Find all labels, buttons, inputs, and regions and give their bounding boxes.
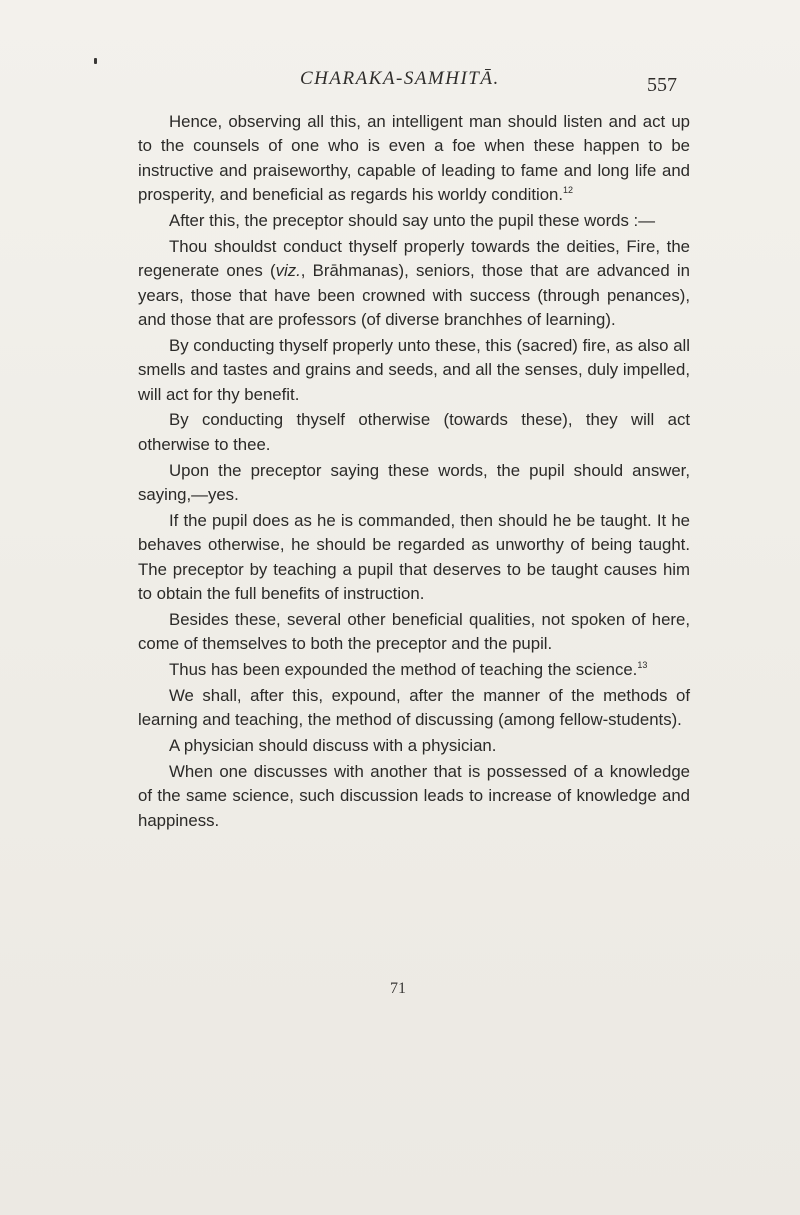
paragraph-1: Hence, observing all this, an intelligent man should listen and act up to the counsels of one who is even a foe when these happen to be instructive and praiseworthy, capable of leading to fame and long life and prosperity, and beneficial as regards his worldy condition.$^{12}$ [138, 112, 690, 205]
paragraph-9: Thus has been expounded the method of teaching the science.$^{13}$ [169, 660, 648, 680]
signature-mark: 71 [390, 980, 406, 997]
paragraph-10: We shall, after this, expound, after the manner of the methods of learning and teaching, the method of discussing (among fellow-students). [138, 685, 690, 730]
paragraph-7: If the pupil does as he is commanded, then should he be taught. It he behaves otherwise, he should be regarded as unworthy of being taught. The preceptor by teaching a pupil that deserves to be taught causes him to obtain the full benefits of instruction. [138, 510, 690, 604]
footnote-ref-12: 12 [563, 185, 574, 196]
paragraph-4: By conducting thyself properly unto these, this (sacred) fire, as also all smells and tastes and grains and seeds, and all the senses, duly impelled, will act for thy benefit. [138, 335, 690, 404]
paragraph-3: Thou shouldst conduct thyself properly towards the deities, Fire, the regenerate ones (viz., Brāhmanas), seniors, those that are advanced in years, those that have been crowned with success (through penances), and those that are professors (of diverse branchhes of learning). [138, 236, 690, 330]
paragraph-12: When one discusses with another that is possessed of a knowledge of the same science, such discussion leads to increase of knowledge and happiness. [138, 761, 690, 830]
paragraph-11: A physician should discuss with a physician. [169, 736, 497, 756]
running-title: CHARAKA-SAMHITĀ. [300, 68, 500, 89]
running-head [0, 64, 800, 94]
footnote-ref-13: 13 [637, 660, 648, 671]
paragraph-5: By conducting thyself otherwise (towards these), they will act otherwise to thee. [138, 410, 690, 454]
paragraph-8: Besides these, several other beneficial qualities, not spoken of here, come of themselves to both the preceptor and the pupil. [138, 609, 690, 654]
paragraph-2: After this, the preceptor should say unto the pupil these words :— [169, 211, 655, 231]
italic-abbrev: viz. [275, 261, 301, 281]
page-number: 557 [647, 74, 677, 96]
paragraph-6: Upon the preceptor saying these words, the pupil should answer, saying,—yes. [138, 460, 690, 505]
body-text [138, 110, 690, 834]
